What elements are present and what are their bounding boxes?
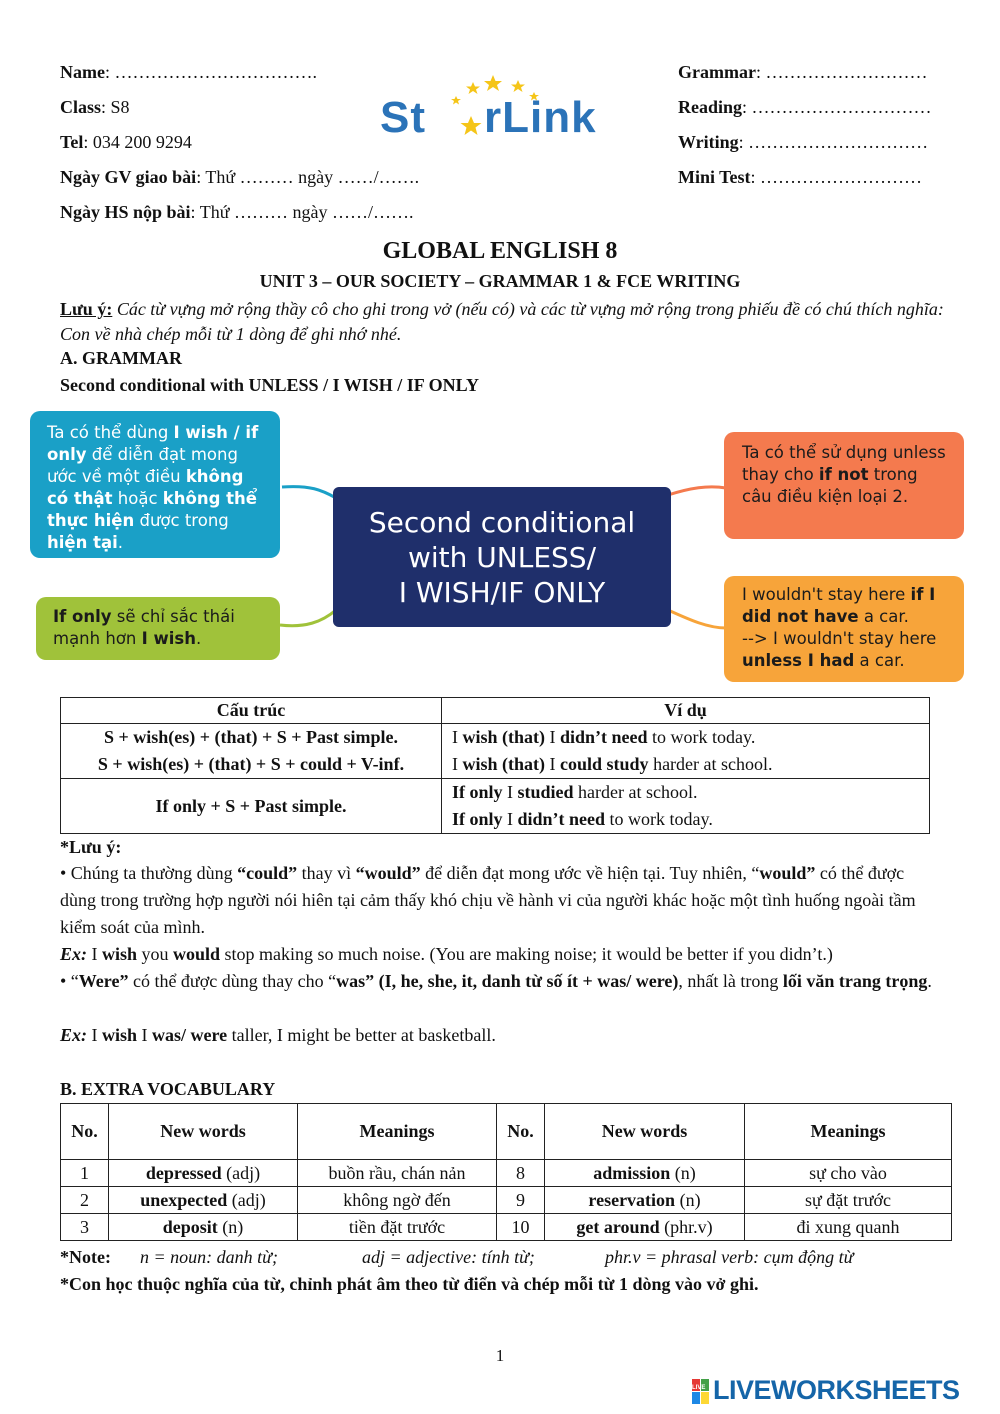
- header-no: No.: [497, 1104, 545, 1160]
- text-run: stop making so much noise. (You are making noise; it would be better if you didn’t.): [220, 944, 833, 964]
- no-cell: 1: [61, 1160, 109, 1187]
- text-run: I: [502, 809, 518, 829]
- section-b-heading: B. EXTRA VOCABULARY: [60, 1079, 276, 1099]
- text-run: I: [545, 754, 561, 774]
- page-title: GLOBAL ENGLISH 8: [382, 238, 618, 264]
- note-bullet-1: [60, 860, 940, 941]
- text-run: Were”: [78, 971, 129, 991]
- study-instruction: *Con học thuộc nghĩa của từ, chỉnh phát âm theo từ điển và chép mỗi từ 1 dòng vào vở ghi.: [60, 1274, 759, 1294]
- text-run: , nhất là trong: [678, 971, 783, 991]
- vocab-header-row: [61, 1104, 952, 1160]
- text-run: .: [927, 971, 932, 991]
- meaning-cell: sự cho vào: [745, 1160, 952, 1187]
- note-label: *Note:: [60, 1247, 111, 1267]
- text-run: để diễn đạt mong ước về hiện tại. Tuy nhiên, “: [420, 863, 760, 883]
- meaning-cell: sự đặt trước: [745, 1187, 952, 1214]
- text-run: unless I had: [742, 651, 855, 670]
- center-line-1: Second conditional: [368, 505, 636, 539]
- live-badge-icon: [692, 1379, 710, 1405]
- no-cell: 2: [61, 1187, 109, 1214]
- header-meanings: Meanings: [298, 1104, 497, 1160]
- text-run: hoặc: [112, 489, 163, 508]
- text-run: studied: [517, 782, 574, 802]
- mindmap-top-right-box: [724, 432, 964, 539]
- part-of-speech: (n): [217, 1216, 244, 1237]
- note-adjective: adj = adjective: tính từ;: [362, 1247, 535, 1267]
- page-number: 1: [495, 1346, 505, 1365]
- word-cell: [545, 1214, 745, 1241]
- top-left-text: [30, 411, 280, 554]
- text-run: would”: [759, 863, 816, 883]
- name-field: Name: …………………………….: [60, 62, 317, 82]
- meaning-cell: tiền đặt trước: [298, 1214, 497, 1241]
- word: reservation: [588, 1189, 676, 1210]
- structure-cell: [61, 724, 442, 779]
- reading-score-field: Reading: …………………………: [678, 97, 932, 117]
- text-run: was” (I, he, she, it, danh từ số ít + was/ were): [336, 971, 679, 991]
- text-run: hiện tại: [47, 533, 118, 552]
- text-run: “could”: [237, 863, 298, 883]
- text-run: I: [87, 944, 102, 964]
- mindmap-bottom-left-box: [36, 597, 280, 660]
- word-cell: [109, 1160, 298, 1187]
- text-run: harder at school.: [648, 754, 773, 774]
- header-example: Ví dụ: [442, 698, 930, 724]
- structure-line: S + wish(es) + (that) + S + Past simple.: [103, 727, 399, 747]
- word: admission: [593, 1162, 671, 1183]
- word-cell: [545, 1160, 745, 1187]
- text-run: Ex:: [60, 1025, 87, 1045]
- example-line: [452, 779, 919, 806]
- text-run: could study: [560, 754, 649, 774]
- header-meanings: Meanings: [745, 1104, 952, 1160]
- part-of-speech: (n): [670, 1162, 696, 1183]
- table-row: [61, 1214, 952, 1241]
- grammar-table: [60, 697, 930, 834]
- part-of-speech: (phr.v): [659, 1216, 713, 1237]
- text-run: to work today.: [605, 809, 713, 829]
- text-run: taller, I might be better at basketball.: [227, 1025, 496, 1045]
- no-cell: 10: [497, 1214, 545, 1241]
- note-bullet-2: [60, 968, 940, 995]
- text-run: I: [452, 754, 463, 774]
- example-line: [452, 724, 919, 751]
- text-run: Ex:: [60, 944, 87, 964]
- text-run: • Chúng ta thường dùng: [60, 863, 238, 883]
- text-run: I wish / if only: [47, 423, 259, 464]
- notes-label: *Lưu ý:: [60, 837, 122, 857]
- intro-note: Lưu ý: Các từ vựng mở rộng thầy cô cho ghi trong vở (nếu có) và các từ vựng mở rộng trong phiếu đề có chú thích nghĩa: Con về nhà chép mỗi từ 1 dòng để ghi nhớ nhé.: [60, 299, 944, 344]
- header-new-words: New words: [545, 1104, 745, 1160]
- text-run: .: [195, 629, 202, 648]
- mindmap-top-left-box: [30, 411, 280, 558]
- center-line-3: I WISH/IF ONLY: [398, 575, 606, 609]
- text-run: a car.: [858, 607, 909, 626]
- word: unexpected: [140, 1189, 228, 1210]
- note-phrasal-verb: phr.v = phrasal verb: cụm động từ: [605, 1247, 854, 1267]
- word: deposit: [162, 1216, 218, 1237]
- section-a-subheading: Second conditional with UNLESS / I WISH / IF ONLY: [60, 375, 479, 395]
- mindmap-bottom-right-box: [724, 576, 964, 682]
- word-cell: [545, 1187, 745, 1214]
- text-run: wish: [102, 944, 138, 964]
- top-right-text: [724, 432, 964, 508]
- text-run: If only: [452, 809, 503, 829]
- text-run: I: [452, 727, 463, 747]
- text-run: • “: [60, 971, 79, 991]
- text-run: I: [545, 727, 561, 747]
- text-run: If only: [53, 607, 112, 626]
- text-run: would: [173, 944, 221, 964]
- page-subtitle: UNIT 3 – OUR SOCIETY – GRAMMAR 1 & FCE WRITING: [259, 271, 741, 291]
- mindmap-center-box: [333, 487, 671, 627]
- no-cell: 3: [61, 1214, 109, 1241]
- structure-cell: If only + S + Past simple.: [61, 779, 442, 834]
- word-cell: [109, 1214, 298, 1241]
- grammar-score-field: Grammar: ………………………: [678, 62, 928, 82]
- assign-date-field: Ngày GV giao bài: Thứ ……… ngày ……/…….: [60, 167, 420, 187]
- logo-text-left: St: [380, 93, 426, 142]
- text-run: .: [117, 533, 124, 552]
- part-of-speech: (adj): [221, 1162, 261, 1183]
- text-run: I: [502, 782, 518, 802]
- text-run: không thể thực hiện: [47, 489, 257, 530]
- live-badge-text: LIVE: [692, 1385, 706, 1391]
- word: depressed: [145, 1162, 222, 1183]
- text-run: wish (that): [462, 727, 546, 747]
- text-run: wish: [102, 1025, 138, 1045]
- table-row: [61, 779, 930, 834]
- part-of-speech: (adj): [227, 1189, 266, 1210]
- text-run: thay vì: [297, 863, 356, 883]
- note-noun: n = noun: danh từ;: [140, 1247, 278, 1267]
- table-row: [61, 1187, 952, 1214]
- tel-field: Tel: 034 200 9294: [60, 132, 192, 152]
- text-run: không có thật: [47, 467, 244, 508]
- word: get around: [576, 1216, 660, 1237]
- text-run: lối văn trang trọng: [782, 971, 928, 991]
- header-no: No.: [61, 1104, 109, 1160]
- text-run: --> I wouldn't stay here: [742, 629, 937, 648]
- text-run: I: [87, 1025, 102, 1045]
- meaning-cell: không ngờ đến: [298, 1187, 497, 1214]
- text-run: Ta có thể sử dụng unless thay cho: [742, 443, 946, 484]
- text-run: if not: [818, 465, 869, 484]
- text-run: If only: [452, 782, 503, 802]
- meaning-cell: buồn rầu, chán nản: [298, 1160, 497, 1187]
- abbreviation-note: [60, 1247, 854, 1267]
- table-header-row: [61, 698, 930, 724]
- bottom-right-text: [724, 576, 964, 672]
- example-line: [452, 751, 919, 778]
- text-run: was/ were: [152, 1025, 228, 1045]
- vocabulary-table: [60, 1103, 952, 1241]
- text-run: didn’t need: [560, 727, 648, 747]
- header-new-words: New words: [109, 1104, 298, 1160]
- no-cell: 9: [497, 1187, 545, 1214]
- word-cell: [109, 1187, 298, 1214]
- part-of-speech: (n): [675, 1189, 701, 1210]
- text-run: wish (that): [462, 754, 546, 774]
- text-run: I wish: [141, 629, 196, 648]
- text-run: Ta có thể dùng: [47, 423, 174, 442]
- structure-line: S + wish(es) + (that) + S + could + V-inf.: [97, 754, 405, 774]
- text-run: có thể được dùng trong trường hợp người nói hiên tại cảm thấy khó chịu về hành vi của người khác hoặc một tình huống ngoài tầm kiểm soát của mình.: [60, 863, 916, 937]
- note-example-1: [60, 941, 940, 968]
- text-run: có thể được dùng thay cho “: [128, 971, 337, 991]
- text-run: để diễn đạt mong ước về một điều: [47, 445, 238, 486]
- text-run: “would”: [355, 863, 421, 883]
- text-run: trong câu điều kiện loại 2.: [742, 465, 918, 506]
- text-run: if I did not have: [742, 585, 936, 626]
- example-cell: [442, 724, 930, 779]
- table-row: [61, 724, 930, 779]
- meaning-cell: đi xung quanh: [745, 1214, 952, 1241]
- starlink-logo: [378, 70, 608, 142]
- example-line: [452, 806, 919, 833]
- text-run: I: [137, 1025, 153, 1045]
- header-structure: Cấu trúc: [61, 698, 442, 724]
- text-run: didn’t need: [517, 809, 606, 829]
- text-run: to work today.: [647, 727, 756, 747]
- text-run: harder at school.: [573, 782, 698, 802]
- note-example-2: [60, 1022, 940, 1049]
- example-cell: [442, 779, 930, 834]
- table-row: [61, 1160, 952, 1187]
- logo-text-right: rLink: [484, 93, 597, 142]
- no-cell: 8: [497, 1160, 545, 1187]
- section-a-heading: A. GRAMMAR: [60, 348, 182, 368]
- text-run: I wouldn't stay here: [742, 585, 911, 604]
- watermark-text: LIVEWORKSHEETS: [713, 1375, 960, 1405]
- text-run: sẽ chỉ sắc thái mạnh hơn: [53, 607, 235, 648]
- text-run: you: [137, 944, 174, 964]
- text-run: a car.: [854, 651, 905, 670]
- submit-date-field: Ngày HS nộp bài: Thứ ……… ngày ……/…….: [60, 202, 414, 222]
- class-field: Class: S8: [60, 97, 130, 117]
- writing-score-field: Writing: …………………………: [678, 132, 929, 152]
- center-line-2: with UNLESS/: [407, 540, 596, 574]
- minitest-score-field: Mini Test: ………………………: [678, 167, 923, 187]
- text-run: được trong: [134, 511, 229, 530]
- bottom-left-text: [36, 597, 280, 650]
